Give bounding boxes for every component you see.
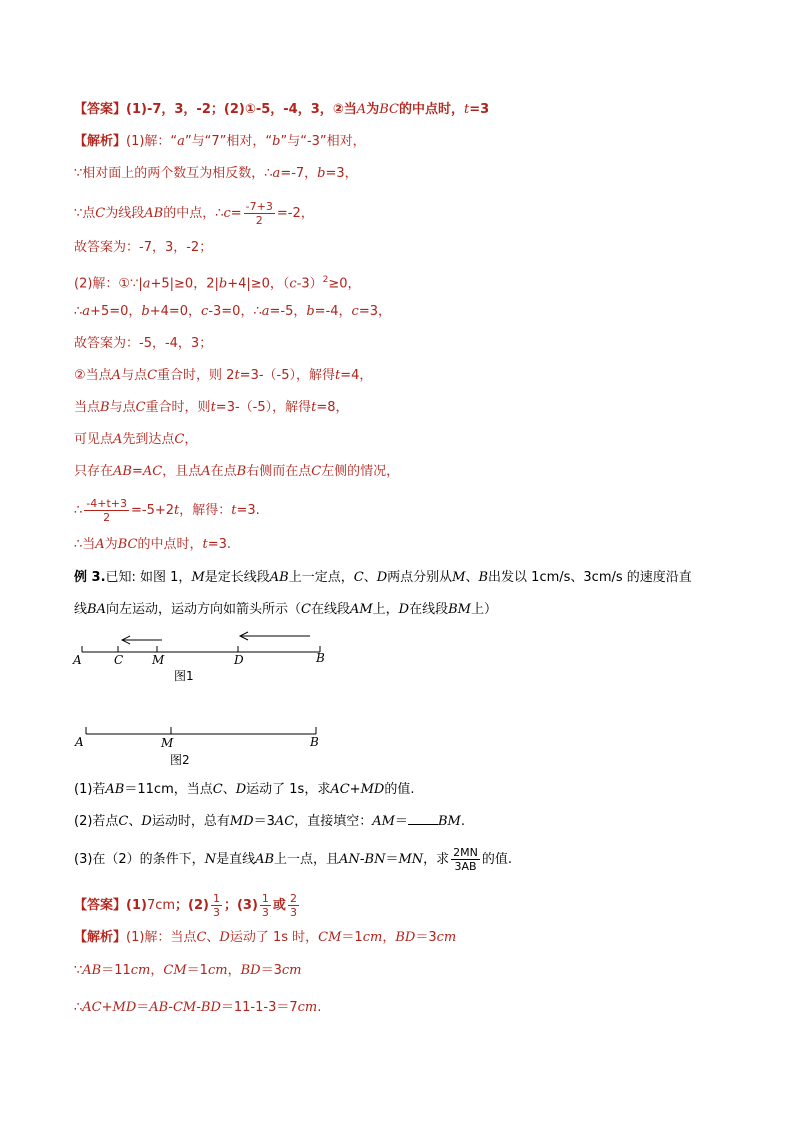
answer-line-2: 【答案】(1)7cm；(2) $\frac{1}{3}$ ；(3) $\frac{1}{3}$ 或 $\frac{2}{3}$ — [74, 892, 297, 919]
label-a: A — [73, 653, 82, 667]
solution-line-12: ∴ $\frac{-4+t+3}{2}$ =-5+2t，解得：t=3. — [74, 497, 260, 524]
figure-2-caption: 图2 — [170, 753, 190, 767]
figure-1-diagram — [70, 628, 340, 688]
figure-1-caption: 图1 — [174, 669, 194, 683]
fraction: $\frac{1}{3}$ — [261, 892, 269, 919]
example-3-line-2: 线BA向左运动，运动方向如箭头所示（C在线段AM上，D在线段BM上） — [74, 602, 498, 617]
question-2: (2)若点C、D运动时，总有MD＝3AC，直接填空：AM＝ BM. — [74, 814, 465, 829]
solution-line-9: 当点B与点C重合时，则t=3-（-5），解得t=8， — [74, 400, 349, 415]
question-1: (1)若AB＝11cm，当点C、D运动了 1s，求AC+MD的值. — [74, 782, 415, 797]
solution-2-line-2: ∵AB＝11cm，CM＝1cm，BD＝3cm — [74, 963, 302, 978]
label-d: D — [234, 653, 244, 667]
label-b: B — [316, 651, 325, 665]
label-m: M — [161, 736, 174, 750]
figure-2 — [70, 718, 340, 778]
label-b: B — [310, 735, 319, 749]
fraction: $\frac{2MN}{3AB}$ — [453, 846, 478, 873]
example-3-line-1: 例 3.已知: 如图 1，M是定长线段AB上一定点，C、D两点分别从M、B出发以 1cm/s、3cm/s 的速度沿直 — [74, 570, 692, 585]
solution-line-7: 故答案为：-5，-4，3； — [74, 336, 213, 351]
label-a: A — [75, 735, 84, 749]
label-m: M — [152, 653, 165, 667]
question-3: (3)在（2）的条件下，N是直线AB上一点，且AN-BN＝MN，求 $\frac{2MN}{3AB}$ 的值. — [74, 846, 513, 873]
example-title: 例 3. — [74, 570, 106, 585]
solution-line-4: 故答案为：-7，3，-2； — [74, 240, 213, 255]
solution-tag: 【解析】 — [74, 930, 127, 945]
answer-tag: 【答案】 — [74, 102, 127, 117]
solution-line-8: ②当点A与点C重合时，则 2t=3-（-5），解得t=4， — [74, 368, 373, 383]
label-c: C — [114, 653, 124, 667]
answer-line-1: 【答案】(1)-7，3，-2；(2)①-5，-4，3，②当A为BC的中点时，t=3 — [74, 102, 490, 117]
solution-tag: 【解析】 — [74, 134, 127, 149]
solution-line-3: ∵点C为线段AB的中点，∴c= $\frac{-7+3}{2}$ =-2， — [74, 200, 314, 227]
figure-1 — [70, 628, 340, 692]
fill-in-blank[interactable] — [408, 812, 438, 825]
solution-line-10: 可见点A先到达点C， — [74, 432, 198, 447]
fraction: $\frac{1}{3}$ — [212, 892, 220, 919]
solution-line-2: ∵相对面上的两个数互为相反数，∴a=-7，b=3， — [74, 166, 358, 181]
fraction: $\frac{-7+3}{2}$ — [245, 200, 273, 227]
solution-2-line-3: ∴AC+MD＝AB-CM-BD＝11-1-3＝7cm. — [74, 1000, 322, 1015]
solution-line-1: 【解析】(1)解：“a”与“7”相对，“b”与“-3”相对， — [74, 134, 366, 149]
answer-tag: 【答案】 — [74, 898, 127, 913]
fraction: $\frac{2}{3}$ — [289, 892, 297, 919]
figure-2-diagram — [70, 718, 340, 774]
fraction: $\frac{-4+t+3}{2}$ — [86, 497, 127, 524]
solution-line-11: 只存在AB=AC，且点A在点B右侧而在点C左侧的情况， — [74, 464, 400, 479]
solution-line-13: ∴当A为BC的中点时，t=3. — [74, 537, 231, 552]
solution-line-6: ∴a+5=0，b+4=0，c-3=0，∴a=-5，b=-4，c=3， — [74, 304, 391, 319]
solution-line-5: (2)解：①∵|a+5|≥0，2|b+4|≥0，$(c-3)^2\ge 0$， — [74, 275, 361, 292]
solution-2-line-1: 【解析】(1)解：当点C、D运动了 1s 时，CM＝1cm，BD＝3cm — [74, 930, 457, 945]
